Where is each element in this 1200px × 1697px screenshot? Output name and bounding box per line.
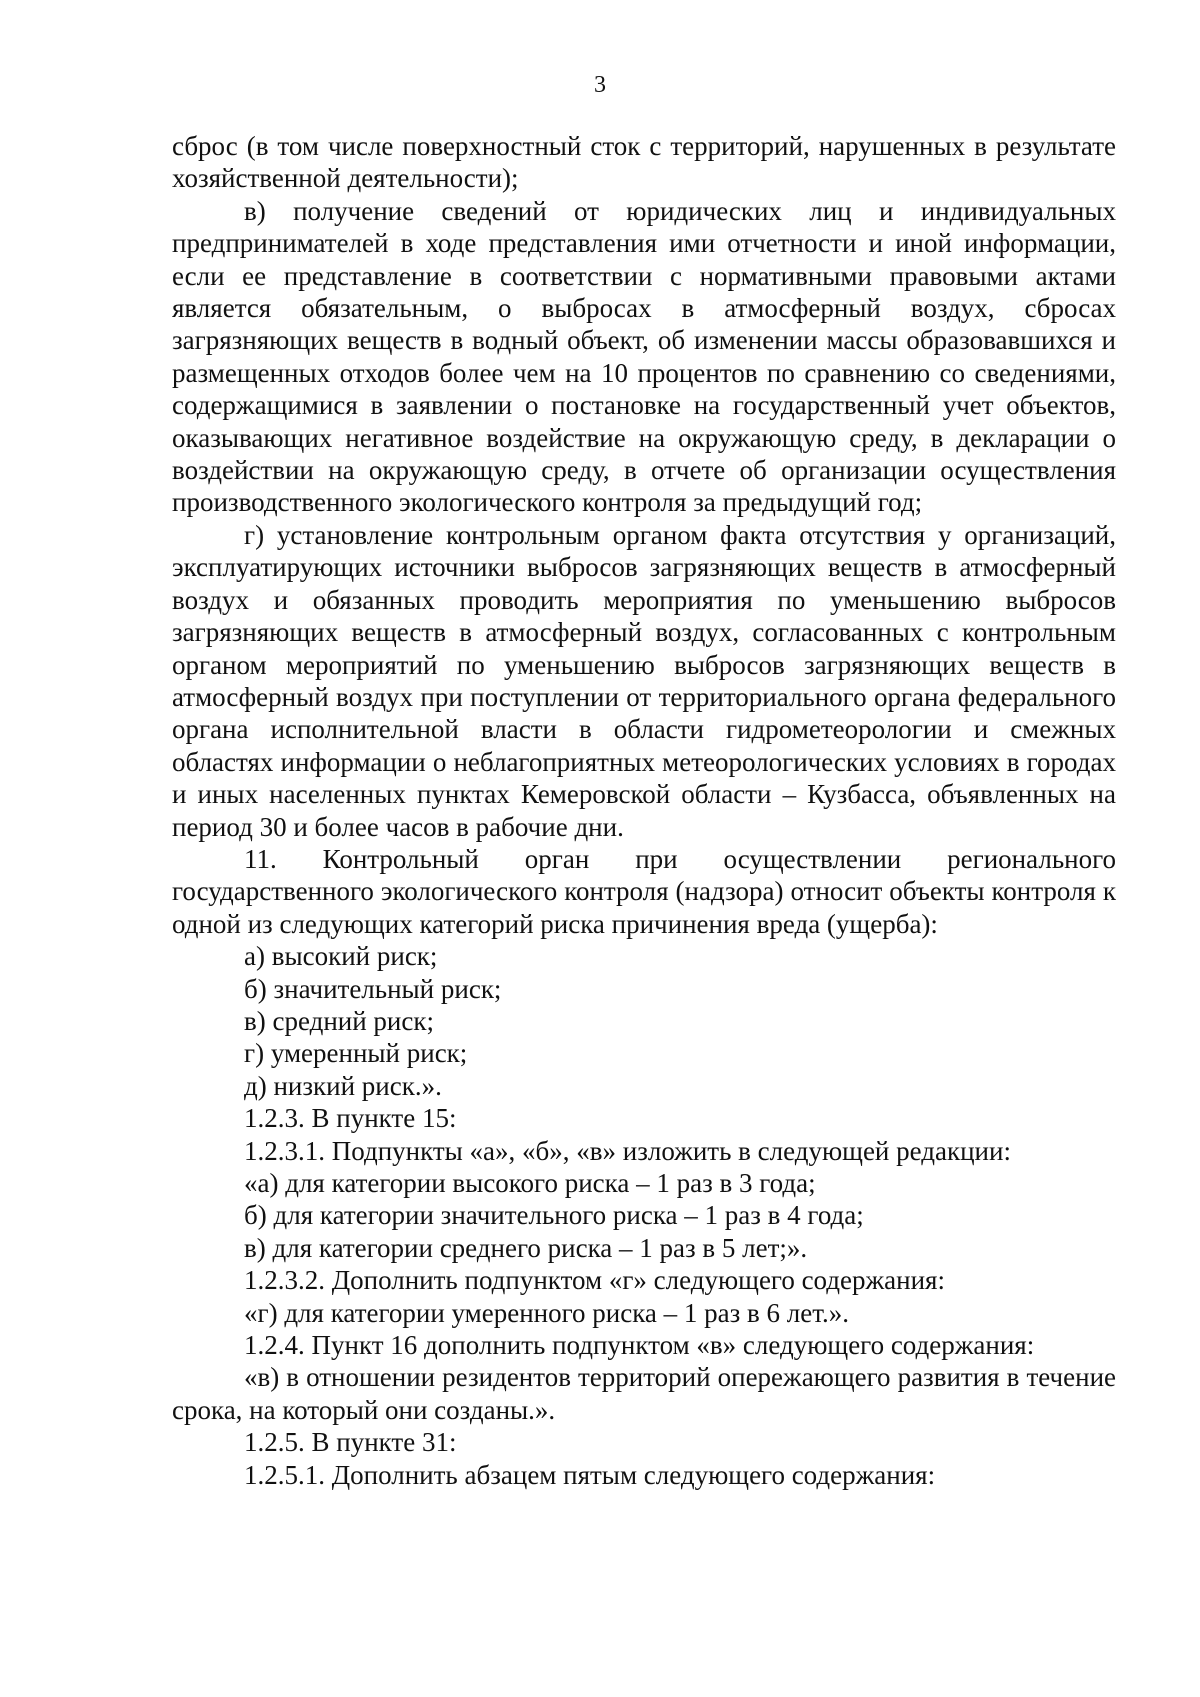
frequency-item-v: в) для категории среднего риска – 1 раз в 5 лет;».: [244, 1232, 808, 1263]
amendment-1-2-5: 1.2.5. В пункте 31:: [244, 1427, 457, 1458]
amendment-1-2-3-1: 1.2.3.1. Подпункты «а», «б», «в» изложить в следующей редакции:: [244, 1135, 1011, 1166]
paragraph-item-v: в) получение сведений от юридических лиц и индивидуальных предпринимателей в ходе представления ими отчетности и иной информации, если ее представление в соответствии с нормативными правовыми актами является обязательным, о выбросах в атмосферный воздух, сбросах загрязняющих веществ в водный объект, об изменении массы образовавшихся и размещенных отходов более чем на 10 процентов по сравнению со сведениями, содержащимися в заявлении о постановке на государственный учет объектов, оказывающих негативное воздействие на окружающую среду, в декларации о воздействии на окружающую среду, в отчете об организации осуществления производственного экологического контроля за предыдущий год;: [172, 195, 1116, 518]
risk-category-a: а) высокий риск;: [244, 941, 438, 972]
document-body: [172, 130, 1116, 1491]
risk-category-g: г) умеренный риск;: [244, 1038, 468, 1069]
risk-category-b: б) значительный риск;: [244, 973, 502, 1004]
paragraph-item-g: г) установление контрольным органом факта отсутствия у организаций, эксплуатирующих источники выбросов загрязняющих веществ в атмосферный воздух и обязанных проводить мероприятия по уменьшению выбросов загрязняющих веществ в атмосферный воздух, согласованных с контрольным органом мероприятий по уменьшению выбросов загрязняющих веществ в атмосферный воздух при поступлении от территориального органа федерального органа исполнительной власти в области гидрометеорологии и смежных областях информации о неблагоприятных метеорологических условиях в городах и иных населенных пунктах Кемеровской области – Кузбасса, объявленных на период 30 и более часов в рабочие дни.: [172, 519, 1116, 842]
risk-category-d: д) низкий риск.».: [244, 1070, 442, 1101]
amendment-1-2-4: 1.2.4. Пункт 16 дополнить подпунктом «в» следующего содержания:: [244, 1330, 1035, 1361]
paragraph-clause-11: 11. Контрольный орган при осуществлении регионального государственного экологического контроля (надзора) относит объекты контроля к одной из следующих категорий риска причинения вреда (ущерба):: [172, 843, 1116, 939]
frequency-item-b: б) для категории значительного риска – 1 раз в 4 года;: [244, 1200, 864, 1231]
amendment-1-2-3: 1.2.3. В пункте 15:: [244, 1103, 457, 1134]
frequency-item-g: «г) для категории умеренного риска – 1 раз в 6 лет.».: [244, 1297, 850, 1328]
amendment-1-2-3-2: 1.2.3.2. Дополнить подпунктом «г» следующего содержания:: [244, 1265, 945, 1296]
page-number: 3: [594, 72, 606, 98]
risk-category-v: в) средний риск;: [244, 1005, 434, 1036]
frequency-item-a: «а) для категории высокого риска – 1 раз в 3 года;: [244, 1168, 816, 1198]
subclause-v-residents: «в) в отношении резидентов территорий опережающего развития в течение срока, на который они созданы.».: [172, 1362, 1116, 1425]
paragraph-continuation: сброс (в том числе поверхностный сток с территорий, нарушенных в результате хозяйственной деятельности);: [172, 131, 1116, 194]
amendment-1-2-5-1: 1.2.5.1. Дополнить абзацем пятым следующего содержания:: [244, 1459, 936, 1490]
